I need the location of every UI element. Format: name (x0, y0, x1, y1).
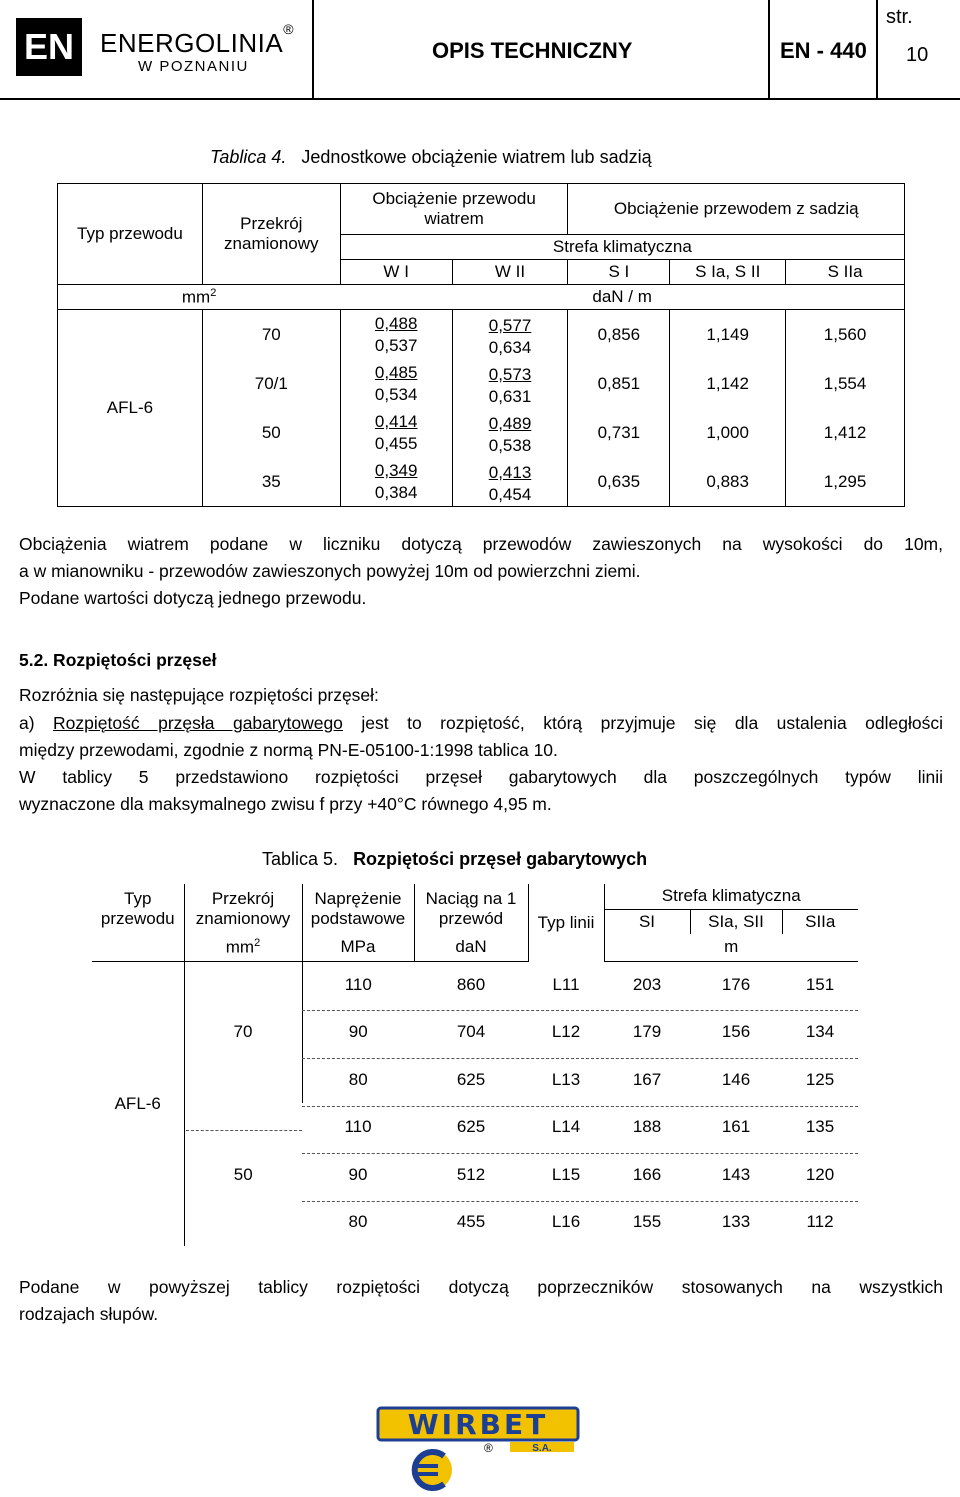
doc-title: OPIS TECHNICZNY (432, 38, 633, 63)
t5-cell: 151 (805, 974, 835, 994)
t5-row-separator (302, 1106, 858, 1107)
t5-cell: 176 (721, 974, 751, 994)
t4-cell: 0,856 (568, 310, 670, 359)
t5-cell: 860 (456, 974, 486, 994)
header-divider (768, 0, 770, 100)
t5-cell: L16 (551, 1212, 581, 1232)
t5-section-70: 70 (184, 961, 302, 1103)
company-city: W POZNANIU (138, 58, 249, 75)
t5-row-separator (302, 1058, 858, 1059)
t4-unit-load: daN / m (340, 285, 904, 310)
t5-header-section: Przekrój znamionowy (184, 884, 302, 934)
t5-cell: 166 (632, 1164, 662, 1184)
company-name: ENERGOLINIA® (100, 21, 295, 58)
t5-type-value: AFL-6 (92, 961, 184, 1246)
t5-cell: 161 (721, 1117, 751, 1137)
section-intro: Rozróżnia się następujące rozpiętości przęseł: (19, 685, 379, 705)
lang-badge: EN (16, 18, 82, 76)
t5-cell: L15 (551, 1164, 581, 1184)
t5-section-50: 50 (233, 1164, 253, 1184)
t5-zone: SIa, SII (690, 909, 782, 934)
note-2: Podane w powyższej tablicy rozpiętości dotyczą poprzeczników stosowanych na wszystkich rodzajach słupów. (19, 1277, 943, 1324)
t5-unit-section: $mm^2$ (184, 934, 302, 961)
t5-cell: 704 (456, 1022, 486, 1042)
t5-cell: 80 (348, 1212, 368, 1232)
svg-text:®: ® (484, 1441, 493, 1455)
t5-unit-stress: MPa (302, 934, 414, 961)
t4-zone: S IIa (786, 260, 905, 285)
t5-cell: 625 (456, 1117, 486, 1137)
t5-cell: 112 (806, 1212, 834, 1232)
t5-unit-tension: daN (414, 934, 528, 961)
t4-cell: 1,295 (786, 457, 905, 506)
t5-cell: 455 (456, 1212, 486, 1232)
t5-cell: 179 (632, 1022, 662, 1042)
t4-cell: 1,554 (786, 359, 905, 408)
t5-cell: 167 (632, 1069, 662, 1089)
t5-cell: 135 (805, 1117, 835, 1137)
t4-section: 35 (202, 457, 340, 506)
wirbet-logo-graphic (372, 1406, 588, 1492)
t4-wind-I: 0,488 0,537 0,485 0,534 0,414 0,455 0,349 0,384 (340, 310, 452, 507)
t5-cell: 80 (348, 1069, 368, 1089)
note-1: Obciążenia wiatrem podane w liczniku dotyczą przewodów zawieszonych na wysokości do 10m, a w mianowniku - przewodów zawieszonych powyżej 10m od powierzchni ziemi. Podane wartości dotyczą jednego przewodu. (19, 534, 943, 608)
t5-row-separator (302, 1201, 858, 1202)
document-header (0, 0, 960, 100)
t5-cell: 188 (632, 1117, 662, 1137)
doc-number: EN - 440 (780, 38, 867, 63)
t5-cell: 203 (632, 974, 662, 994)
t4-cell: 0,851 (568, 359, 670, 408)
t4-cell: 1,412 (786, 408, 905, 457)
t5-header-line: Typ linii (528, 884, 604, 961)
t4-section: 70/1 (202, 359, 340, 408)
t4-cell: 1,149 (670, 310, 786, 359)
t4-header-section: Przekrój znamionowy (202, 184, 340, 285)
t4-cell: 1,142 (670, 359, 786, 408)
t5-header-tension: Naciąg na 1 przewód (414, 884, 528, 934)
t5-unit-span: m (604, 934, 858, 961)
t5-header-type: Typ przewodu (92, 884, 184, 934)
t4-zone: S I (568, 260, 670, 285)
t5-header-zone: Strefa klimatyczna (604, 884, 858, 909)
t5-cell: 512 (456, 1164, 486, 1184)
t5-zone: SIIa (782, 909, 858, 934)
svg-text:WIRBET: WIRBET (407, 1408, 549, 1441)
t5-cell: L11 (552, 974, 580, 994)
t4-cell: 0,731 (568, 408, 670, 457)
section-item-a: a) Rozpiętość przęsła gabarytowego jest to rozpiętość, którą przyjmuje się dla ustalenia odległości między przewodami, zgodnie z normą PN-E-05100-1:1998 tablica 10. W tablicy 5 przedstawiono rozpiętości przęseł gabarytowych dla poszczególnych typów linii wyznaczone dla maksymalnego zwisu f przy +40°C równego 4,95 m. (19, 713, 943, 814)
header-divider (312, 0, 314, 100)
t5-cell: 90 (348, 1164, 368, 1184)
t5-row-separator (186, 1130, 302, 1131)
t5-cell: 146 (721, 1069, 751, 1089)
t4-cell: 1,560 (786, 310, 905, 359)
t5-cell: 110 (344, 1117, 372, 1137)
t4-type-value: AFL-6 (58, 310, 203, 507)
t5-cell: 134 (805, 1022, 835, 1042)
t5-header-stress: Naprężenie podstawowe (302, 884, 414, 934)
table4 (57, 183, 905, 507)
t4-zone: S Ia, S II (670, 260, 786, 285)
t5-cell: 625 (456, 1069, 486, 1089)
page-label: str. (886, 6, 913, 28)
header-divider (876, 0, 878, 100)
t5-cell: 120 (805, 1164, 835, 1184)
t4-header-zone: Strefa klimatyczna (340, 235, 904, 260)
t5-cell: 125 (805, 1069, 835, 1089)
svg-text:S.A.: S.A. (532, 1443, 552, 1454)
t5-zone: SI (604, 909, 690, 934)
t5-cell: L14 (551, 1117, 581, 1137)
t4-header-rime: Obciążenie przewodem z sadzią (568, 184, 905, 235)
t4-cell: 1,000 (670, 408, 786, 457)
t5-row-separator (302, 1010, 858, 1011)
t4-zone: W I (340, 260, 452, 285)
t5-cell: 90 (348, 1022, 368, 1042)
t5-cell: 156 (721, 1022, 751, 1042)
table5-caption: Tablica 5. Rozpiętości przęseł gabarytowych (262, 849, 648, 869)
table4-caption: Tablica 4. Jednostkowe obciążenie wiatrem lub sadzią (210, 147, 652, 167)
t5-cell: 143 (721, 1164, 751, 1184)
t4-section: 50 (202, 408, 340, 457)
t4-cell: 0,635 (568, 457, 670, 506)
t4-zone: W II (452, 260, 568, 285)
page-number: 10 (906, 44, 929, 66)
t5-cell: 155 (632, 1212, 662, 1232)
t4-header-wind: Obciążenie przewodu wiatrem (340, 184, 568, 235)
t5-cell: L13 (551, 1069, 581, 1089)
t5-cell: L12 (551, 1022, 581, 1042)
t4-section: 70 (202, 310, 340, 359)
wirbet-logo (372, 1406, 588, 1492)
t5-cell: 133 (721, 1212, 751, 1232)
table5 (92, 884, 858, 1246)
section-heading: 5.2. Rozpiętości przęseł (19, 650, 217, 670)
t4-unit-section: $mm^2$ (58, 285, 341, 310)
t5-row-separator (302, 1153, 858, 1154)
t4-cell: 0,883 (670, 457, 786, 506)
t5-cell: 110 (344, 974, 372, 994)
t4-wind-II: 0,577 0,634 0,573 0,631 0,489 0,538 0,413 0,454 (452, 310, 568, 507)
t4-header-type: Typ przewodu (58, 184, 203, 285)
